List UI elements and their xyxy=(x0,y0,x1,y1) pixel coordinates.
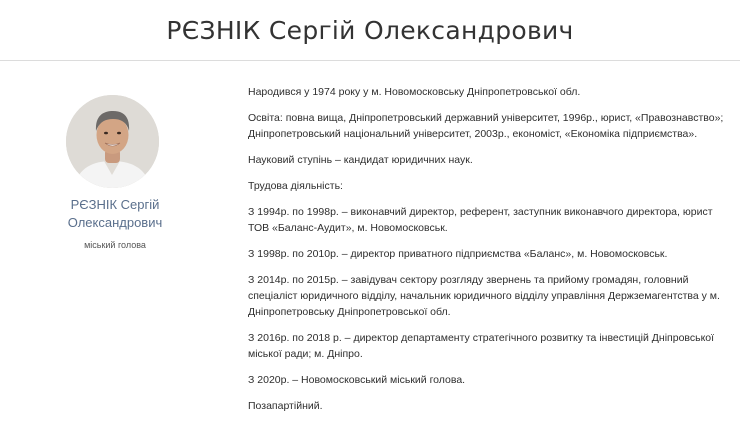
bio-born: Народився у 1974 року у м. Новомосковську Дніпропетровської обл. xyxy=(248,86,581,98)
bio-work-5: З 2020р. – Новомосковський міський голова. xyxy=(248,374,466,386)
bio-work-3 xyxy=(248,272,732,320)
bio-education-line1: Освіта: повна вища, Дніпропетровський державний університет, 1996р., юрист, «Правознавство»; xyxy=(248,112,724,124)
person-name-line1: РЄЗНІК Сергій xyxy=(70,197,160,212)
bio-work-4 xyxy=(248,330,732,362)
bio-education-line2: Дніпропетровський національний університет, 2003р., економіст, «Економіка підприємства». xyxy=(248,128,698,140)
biography xyxy=(248,84,732,424)
bio-work-4-line1: З 2016р. по 2018 р. – директор департаменту стратегічного розвитку та інвестицій Дніпровської xyxy=(248,332,715,344)
bio-work-4-line2: міської ради; м. Дніпро. xyxy=(248,348,363,360)
bio-work-3-line1: З 2014р. по 2015р. – завідувач сектору розгляду звернень та прийому громадян, головний xyxy=(248,274,689,286)
bio-work-1 xyxy=(248,204,732,236)
bio-work-3-line2: спеціаліст юридичного відділу, начальник юридичного відділу управління Держземагентства у м. xyxy=(248,290,720,302)
bio-party: Позапартійний. xyxy=(248,400,323,412)
bio-education xyxy=(248,110,732,142)
person-name xyxy=(40,196,190,232)
bio-work-1-line1: З 1994р. по 1998р. – виконавчий директор, референт, заступник виконавчого директора, юрист xyxy=(248,206,713,218)
person-name-line2: Олександрович xyxy=(67,215,163,230)
bio-work-2: З 1998р. по 2010р. – директор приватного підприємства «Баланс», м. Новомосковськ. xyxy=(248,248,668,260)
bio-work-1-line2: ТОВ «Баланс-Аудит», м. Новомосковськ. xyxy=(248,222,448,234)
header-divider xyxy=(0,60,740,61)
person-photo-icon xyxy=(66,95,159,188)
bio-work-3-line3: Дніпропетровську Дніпропетровської обл. xyxy=(248,306,451,318)
page-title: РЄЗНІК Сергій Олександрович xyxy=(166,16,574,45)
bio-work-heading: Трудова діяльність: xyxy=(248,180,343,192)
bio-degree: Науковий ступінь – кандидат юридичних наук. xyxy=(248,154,473,166)
person-role: міський голова xyxy=(84,240,146,250)
